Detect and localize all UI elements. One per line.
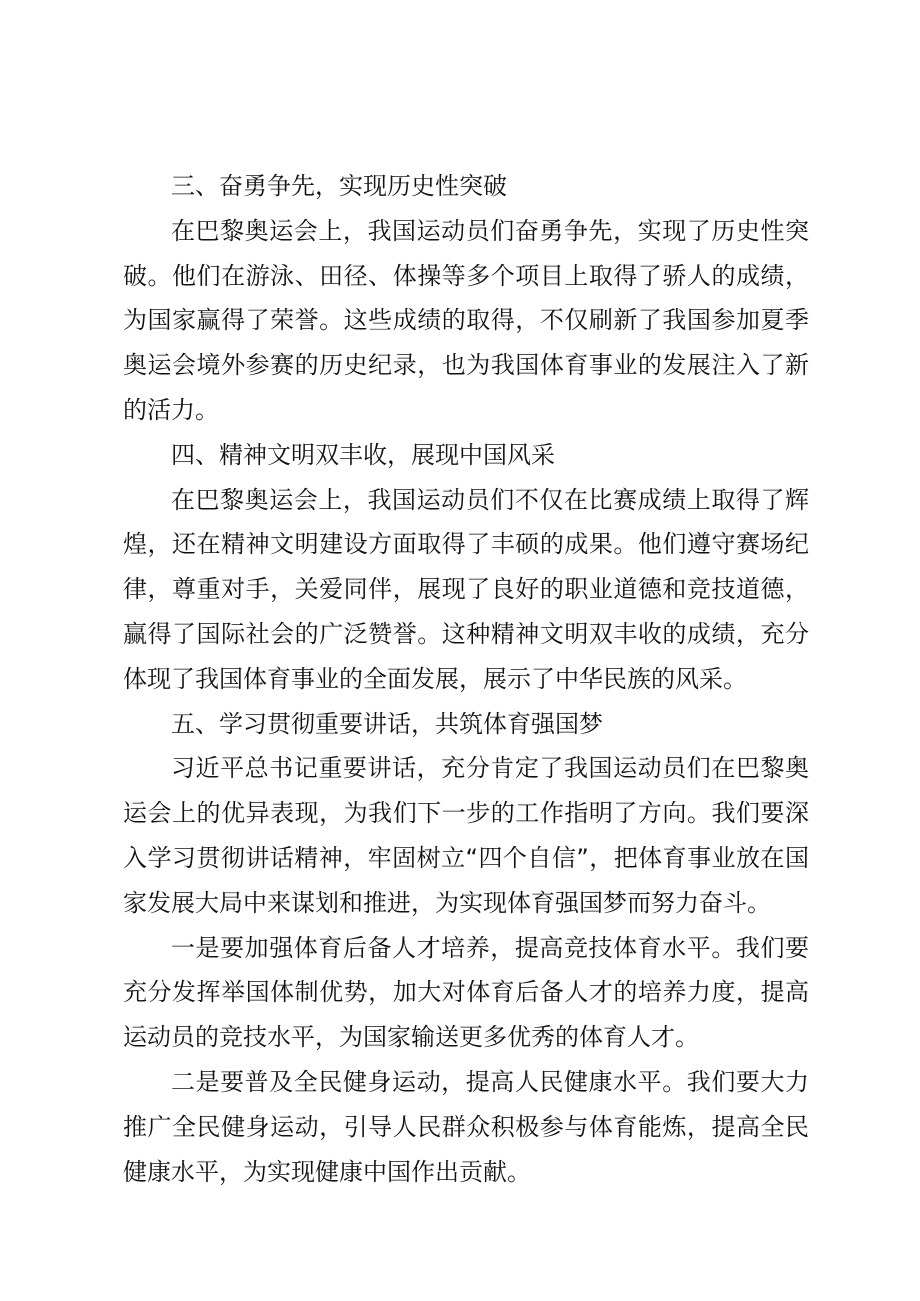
body-paragraph: 一是要加强体育后备人才培养，提高竞技体育水平。我们要充分发挥举国体制优势，加大对体育后备人才的培养力度，提高运动员的竞技水平，为国家输送更多优秀的体育人才。 [123, 933, 809, 1052]
section-4 [123, 433, 809, 702]
body-paragraph: 在巴黎奥运会上，我国运动员们不仅在比赛成绩上取得了辉煌，还在精神文明建设方面取得了丰硕的成果。他们遵守赛场纪律，尊重对手，关爱同伴，展现了良好的职业道德和竞技道德，赢得了国际社会的广泛赞誉。这种精神文明双丰收的成绩，充分体现了我国体育事业的全面发展，展示了中华民族的风采。 [123, 485, 809, 693]
section-heading: 五、学习贯彻重要讲话，共筑体育强国梦 [171, 709, 603, 738]
body-paragraph: 在巴黎奥运会上，我国运动员们奋勇争先，实现了历史性突破。他们在游泳、田径、体操等多个项目上取得了骄人的成绩，为国家赢得了荣誉。这些成绩的取得，不仅刷新了我国参加夏季奥运会境外参赛的历史纪录，也为我国体育事业的发展注入了新的活力。 [123, 216, 809, 424]
body-paragraph: 二是要普及全民健身运动，提高人民健康水平。我们要大力推广全民健身运动，引导人民群众积极参与体育能炼，提高全民健康水平，为实现健康中国作出贡献。 [123, 1067, 809, 1186]
document-body [123, 164, 809, 1194]
section-heading: 三、奋勇争先，实现历史性突破 [171, 172, 507, 200]
section-5 [123, 702, 809, 1195]
section-heading: 四、精神文明双丰收，展现中国风采 [171, 440, 555, 469]
body-paragraph: 习近平总书记重要讲话，充分肯定了我国运动员们在巴黎奥运会上的优异表现，为我们下一步的工作指明了方向。我们要深入学习贯彻讲话精神，牢固树立“四个自信”，把体育事业放在国家发展大局中来谋划和推进，为实现体育强国梦而努力奋斗。 [123, 754, 809, 917]
section-3 [123, 164, 809, 433]
